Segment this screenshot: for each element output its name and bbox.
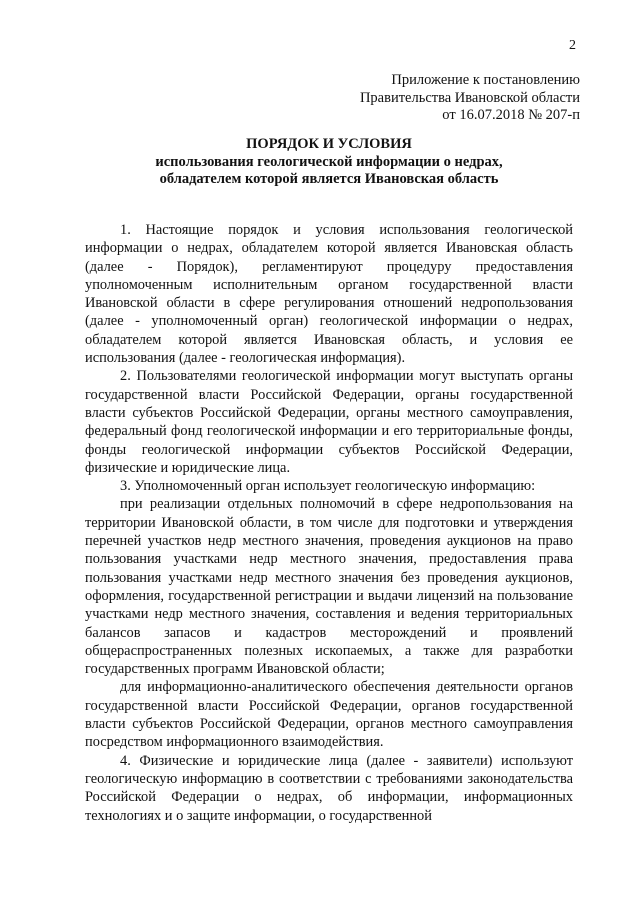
paragraph-2: 2. Пользователями геологической информации могут выступать органы государственной власти Российской Федерации, органы государственной власти субъектов Российской Федерации, органы местного самоуправления, федеральный фонд геологической информации и его территориальные фонды, фонды геологической информации субъектов Российской Федерации, физические и юридические лица. bbox=[85, 368, 573, 476]
approval-line-3: от 16.07.2018 № 207-п bbox=[442, 107, 580, 123]
paragraph-6: 4. Физические и юридические лица (далее - заявители) используют геологическую информацию в соответствии с требованиями законодательства Российской Федерации о недрах, об информации, информационных технологиях и о защите информации, о государственной bbox=[85, 752, 573, 824]
document-title bbox=[85, 136, 573, 189]
title-line-2: использования геологической информации о недрах, bbox=[155, 153, 503, 170]
title-line-1: ПОРЯДОК И УСЛОВИЯ bbox=[246, 136, 412, 152]
paragraph-3: 3. Уполномоченный орган использует геологическую информацию: bbox=[120, 478, 536, 495]
document-body bbox=[85, 221, 573, 825]
paragraph-5: для информационно-аналитического обеспечения деятельности органов государственной власти Российской Федерации, органов государственной власти субъектов Российской Федерации, органов местного самоуправления посредством информационного взаимодействия. bbox=[85, 679, 573, 751]
title-line-3: обладателем которой является Ивановская область bbox=[159, 171, 499, 187]
approval-stamp bbox=[0, 72, 580, 125]
approval-line-1: Приложение к постановлению bbox=[391, 72, 580, 88]
approval-line-2: Правительства Ивановской области bbox=[359, 89, 580, 106]
paragraph-1: 1. Настоящие порядок и условия использования геологической информации о недрах, обладателем которой является Ивановская область (далее - Порядок), регламентируют процедуру предоставления уполномоченным исполнительным органом государственной власти Ивановской области в сфере регулирования отношений недропользования (далее - уполномоченный орган) геологической информации о недрах, обладателем которой является Ивановская область, и условия ее использования (далее - геологическая информация). bbox=[85, 222, 573, 367]
paragraph-4: при реализации отдельных полномочий в сфере недропользования на территории Ивановской области, в том числе для подготовки и утверждения перечней участков недр местного значения, проведения аукционов на право пользования участками недр местного значения, предоставления права пользования участками недр местного значения без проведения аукционов, оформления, государственной регистрации и выдачи лицензий на пользование участками недр местного значения, составления и ведения территориальных балансов запасов и кадастров месторождений и проявлений общераспространенных полезных ископаемых, а также для разработки государственных программ Ивановской области; bbox=[85, 496, 573, 678]
page-number: 2 bbox=[569, 38, 576, 53]
